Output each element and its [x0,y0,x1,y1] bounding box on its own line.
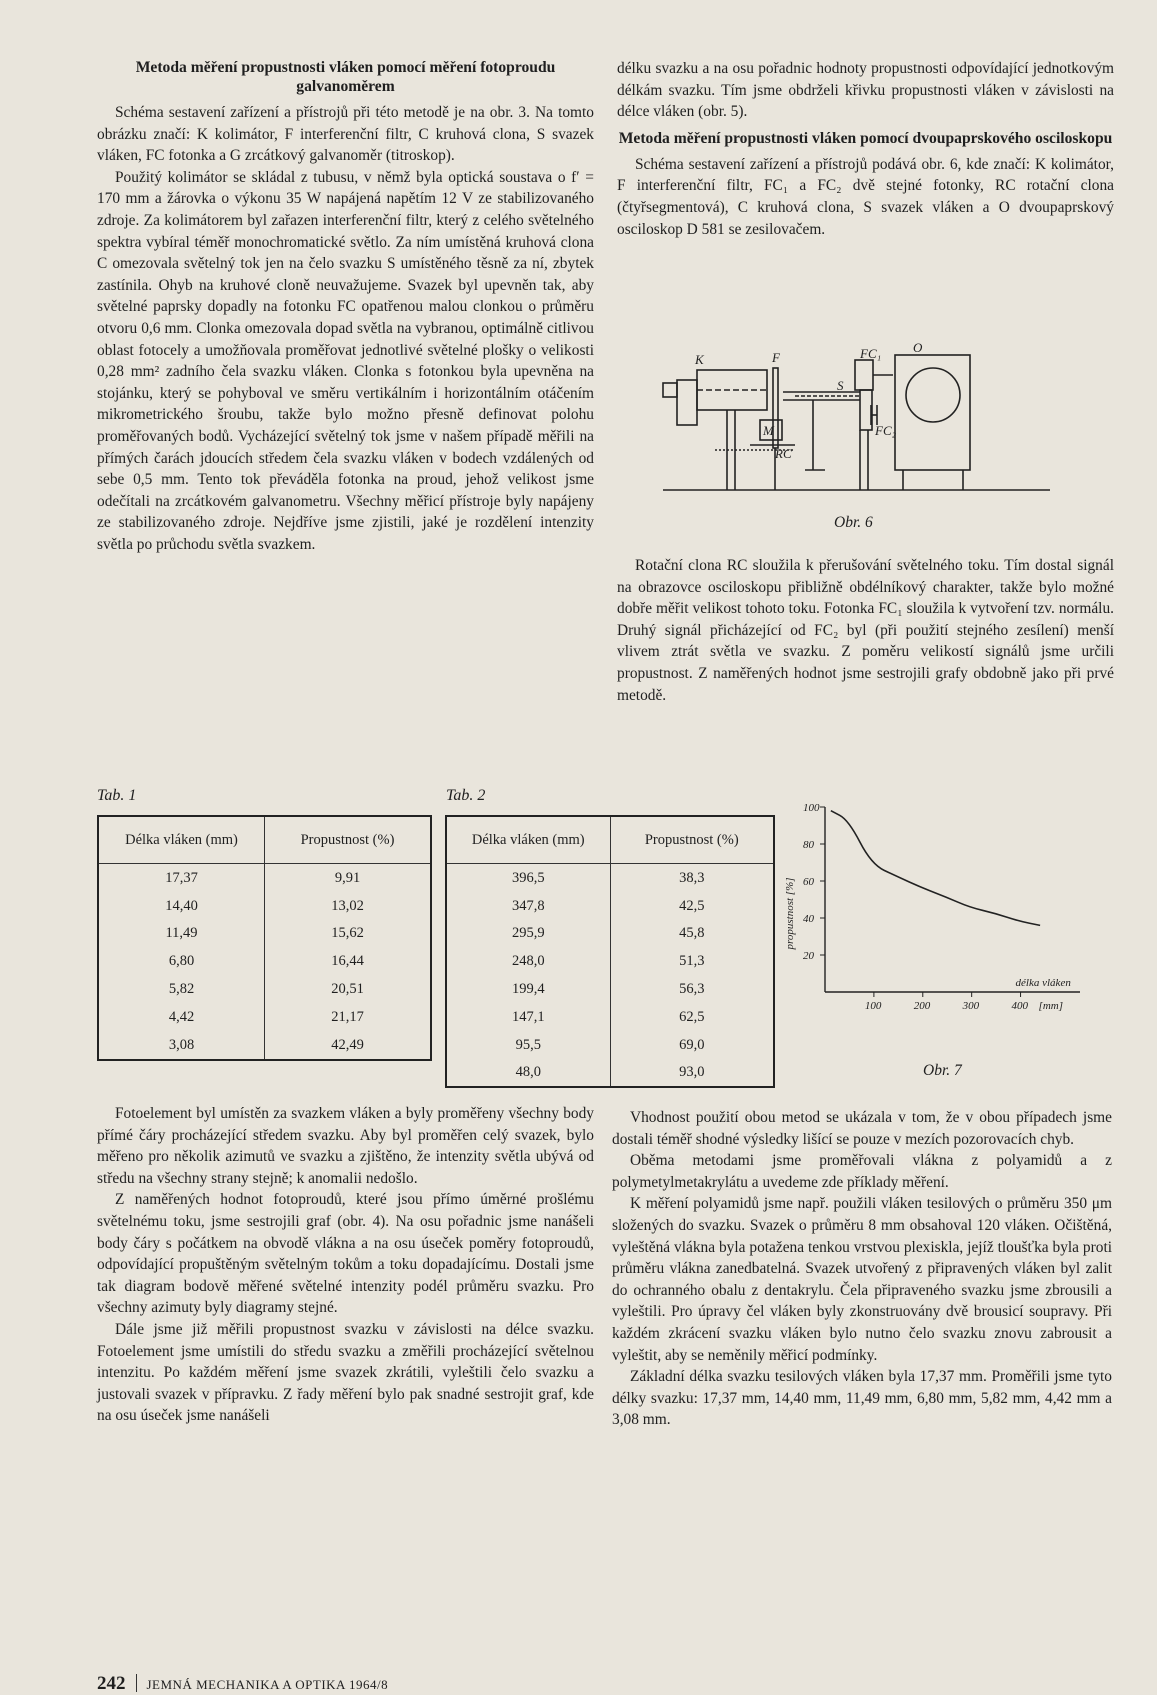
left-column-top [97,58,594,555]
label-f: F [772,350,780,365]
x-unit-label: [mm] [1038,1000,1064,1012]
paragraph: Rotační clona RC sloužila k přerušování světelného toku. Tím dostal signál na obrazovce osciloskopu přibližně obdélníkový charakter, takže bylo možné dobře měřit velikost tohoto toku. Fotonka FC₁ sloužila k vytvoření tzv. normálu. Druhý signál přicházející od FC₂ byl (při použití stejného zesílení) menší vlivem ztrát světla ve svazku. Z poměru velikostí signálů jsme určili propustnost. Z naměřených hodnot jsme sestrojili grafy obdobně jako při prvé metodě. [617,557,1114,704]
y-tick-label: 40 [803,913,814,925]
cell-transmission: 42,49 [265,1031,432,1060]
table-row [446,864,774,892]
table-row [446,892,774,920]
cell-length: 396,5 [511,869,545,886]
cell-length: 147,1 [511,1008,545,1025]
paragraph: Použitý kolimátor se skládal z tubusu, v němž byla optická soustava o f′ = 170 mm a žárovka o výkonu 35 W napájená napětím 12 V ze stabilizovaného zdroje. Za kolimátorem byl zařazen interferenční filtr, který z celého světelného spektra vybíral téměř monochromatické světlo. Za ním umístěná kruhová clona C omezovala světelný tok jen na čelo svazku S umístěného těsně za ní, zbytek zastínila. Ohyb na kruhové cloně neuvažujeme. Svazek byl upevněn tak, aby světelné paprsky dopadly na fotonku FC opatřenou malou clonkou o průměru otvoru 0,6 mm. Clonka omezovala dopad světla na vybranou, optimálně citlivou oblast fotocely a umožňovala proměřovat jednotlivé světelné plošky o velikosti 0,28 mm² zadního čela svazku vláken. Clonka s fotonkou byla upevněna na stojánku, který se pohyboval ve směru vertikálním i horizontálním otáčením mikrometrického šroubu, takže bylo možno přesně definovat polohu proměřovaných bodů. Vycházející světelný tok jsme v našem případě měřili na přímých čarách jdoucích středem čela svazku vláken v bodech vzdálených od sebe 0,5 mm. Tento tok převáděla fotonka na proud, jehož velikost jsme odečítali na zrcátkovém galvanometru. Všechny měřicí přístroje byly napájeny ze stabilizovaného zdroje. Nejdříve jsme zjistili, jaké je rozdělení intenzity světla po průchodu světla svazkem. [97,168,594,553]
cell-length: 3,08 [168,1036,195,1053]
label-fc1: FC₁ [860,346,882,361]
cell-length: 199,4 [511,981,545,998]
transmission-chart [780,795,1090,1030]
paragraph: Vhodnost použití obou metod se ukázala v tom, že v obou případech jsme dostali téměř shodné výsledky lišící se pouze v mezích pozorovacích chyb. [612,1109,1112,1148]
paragraph: Základní délka svazku tesilových vláken byla 17,37 mm. Proměřili jsme tyto délky svazku: 17,37 mm, 14,40 mm, 11,49 mm, 6,80 mm, 5,82 mm, 4,42 mm a 3,08 mm. [612,1368,1112,1429]
x-axis-label: délka vláken [1015,977,1071,989]
paragraph: Dále jsme již měřili propustnost svazku v závislosti na délce svazku. Fotoelement jsme umístili do středu svazku a změřili procházející světelnou intenzitu. Po každém měření jsme svazek zkrátili, vyleštili čelo svazku a justovali svazek v přípravku. Z řady měření bylo pak snadné sestrojit graf, kde na osu úseček jsme nanášeli [97,1320,594,1425]
cell-length: 17,37 [165,869,198,886]
y-tick-label: 20 [803,950,814,962]
right-column-bottom [612,1107,1112,1431]
cell-transmission: 15,62 [265,920,432,948]
cell-transmission: 56,3 [610,975,774,1003]
label-s: S [837,378,844,393]
cell-transmission: 38,3 [610,864,774,892]
paragraph: Z naměřených hodnot fotoproudů, které jsou přímo úměrné prošlému světelnému toku, jsme sestrojili graf (obr. 4). Na osu pořadnic jsme nanášeli body čáry s počátkem na obvodě vlákna a na osu úseček poměry fotoproudů, odpovídající propuštěným světelným tokům a toku dopadajícímu. Dostali jsme tak diagram bodově měřené světelné intenzity podél průměru svazku. Pro všechny azimuty byly diagramy stejné. [97,1191,594,1317]
paragraph: Oběma metodami jsme proměřovali vlákna z polyamidů a z polymetylmetakrylátu a uvedeme zde příklady měření. [612,1152,1112,1191]
table1-header-transmission: Propustnost (%) [265,816,432,864]
cell-transmission: 93,0 [610,1059,774,1088]
cell-length: 4,42 [168,1008,195,1025]
label-o: O [913,340,923,355]
section-heading-oscilloscope: Metoda měření propustnosti vláken pomocí dvoupaprskového osciloskopu [618,129,1113,147]
cell-length: 248,0 [511,953,545,970]
y-tick-label: 80 [803,839,814,851]
cell-transmission: 20,51 [265,975,432,1003]
y-tick-label: 100 [803,802,820,814]
table-row [446,975,774,1003]
cell-length: 5,82 [168,981,195,998]
table-row [98,1031,431,1060]
x-tick-label: 400 [1011,1000,1029,1012]
figure6-caption: Obr. 6 [834,514,873,531]
journal-name: JEMNÁ MECHANIKA A OPTIKA 1964/8 [146,1677,389,1692]
cell-transmission: 21,17 [265,1003,432,1031]
x-tick-label: 300 [962,1000,980,1012]
cell-length: 48,0 [515,1064,541,1081]
cell-transmission: 62,5 [610,1003,774,1031]
table-row [98,892,431,920]
cell-length: 6,80 [168,953,195,970]
x-tick-label: 100 [864,1000,882,1012]
cell-transmission: 16,44 [265,947,432,975]
right-column-middle [617,555,1114,706]
paragraph: K měření polyamidů jsme např. použili vláken tesilových o průměru 350 μm složených do svazku. Svazek o průměru 8 mm obsahoval 120 vláken. Očištěná, vyleštěná vlákna byla potažena tenkou vrstvou plexiskla, jejíž tloušťka byla proti průměru vlákna zanedbatelná. Svazek utvořený z připravených vláken byl zalit do ochranného obalu z dentakrylu. Čela připraveného svazku jsme zbrousili a vyleštili. Pro úpravy čel vláken byly zkonstruovány dvě brousicí soupravy. Při každém zkrácení svazku vláken bylo nutno čelo svazku znovu zabrousit a vyleštit, aby se neměnily měřicí podmínky. [612,1195,1112,1364]
table-2 [445,815,775,1088]
table-row [446,1003,774,1031]
table-row [98,864,431,892]
paragraph: Schéma sestavení zařízení a přístrojů při této metodě je na obr. 3. Na tomto obrázku značí: K kolimátor, F interferenční filtr, C kruhová clona, S svazek vláken, FC fotonka a G zrcátkový galvanoměr (titroskop). [97,104,594,165]
paragraph: Schéma sestavení zařízení a přístrojů podává obr. 6, kde značí: K kolimátor, F interferenční filtr, FC₁ a FC₂ dvě stejné fotonky, RC rotační clona (čtyřsegmentová), C kruhová clona, S svazek vláken a O dvoupaprskový osciloskop D 581 se zesilovačem. [617,155,1114,238]
y-tick-label: 60 [803,876,814,888]
cell-transmission: 13,02 [265,892,432,920]
transmission-curve [831,811,1040,926]
x-tick-label: 200 [913,1000,931,1012]
cell-transmission: 69,0 [610,1031,774,1059]
cell-transmission: 51,3 [610,947,774,975]
label-rc: RC [775,446,792,461]
label-m: M [763,423,774,438]
section-heading-galvanometer: Metoda měření propustnosti vláken pomocí měření fotoproudu galvanoměrem [135,59,556,95]
paragraph: Fotoelement byl umístěn za svazkem vláken a byly proměřeny všechny body přímé čáry procházející středem svazku. Aby byl proměřen celý svazek, bylo měřeno pro několik azimutů ve svazku a zjištěno, že intenzity světla ubývá od středu na všechny strany stejně; k anomalii nedošlo. [97,1105,594,1187]
page-footer [97,1673,388,1695]
table-row [98,920,431,948]
label-k: K [695,352,704,367]
table1-header-length: Délka vláken (mm) [98,816,265,864]
table1-label: Tab. 1 [97,787,137,804]
table2-label: Tab. 2 [446,787,486,804]
table-row [98,947,431,975]
y-axis-label: propustnost [%] [784,877,796,950]
cell-transmission: 45,8 [610,920,774,948]
table2-header-transmission: Propustnost (%) [610,816,774,864]
table-row [446,920,774,948]
table-1 [97,815,432,1061]
table-row [446,1059,774,1088]
cell-length: 95,5 [515,1036,541,1053]
table-row [98,1003,431,1031]
paragraph: délku svazku a na osu pořadnic hodnoty propustnosti odpovídající jednotkovým délkám svazku. Tím jsme obdrželi křivku propustnosti vláken v závislosti na délce vláken (obr. 5). [617,60,1114,121]
table-row [446,947,774,975]
right-column-top [617,58,1114,240]
cell-transmission: 42,5 [610,892,774,920]
figure7-caption: Obr. 7 [923,1062,962,1079]
table2-header-length: Délka vláken (mm) [446,816,610,864]
cell-transmission: 9,91 [265,864,432,892]
table-row [446,1031,774,1059]
footer-divider [136,1674,137,1692]
table-row [98,975,431,1003]
cell-length: 14,40 [165,897,198,914]
apparatus-diagram [655,340,1055,500]
cell-length: 347,8 [511,897,545,914]
cell-length: 295,9 [511,925,545,942]
cell-length: 11,49 [165,925,198,942]
label-fc2: FC₂ [875,423,897,438]
page-number: 242 [97,1673,126,1694]
left-column-bottom [97,1103,594,1427]
